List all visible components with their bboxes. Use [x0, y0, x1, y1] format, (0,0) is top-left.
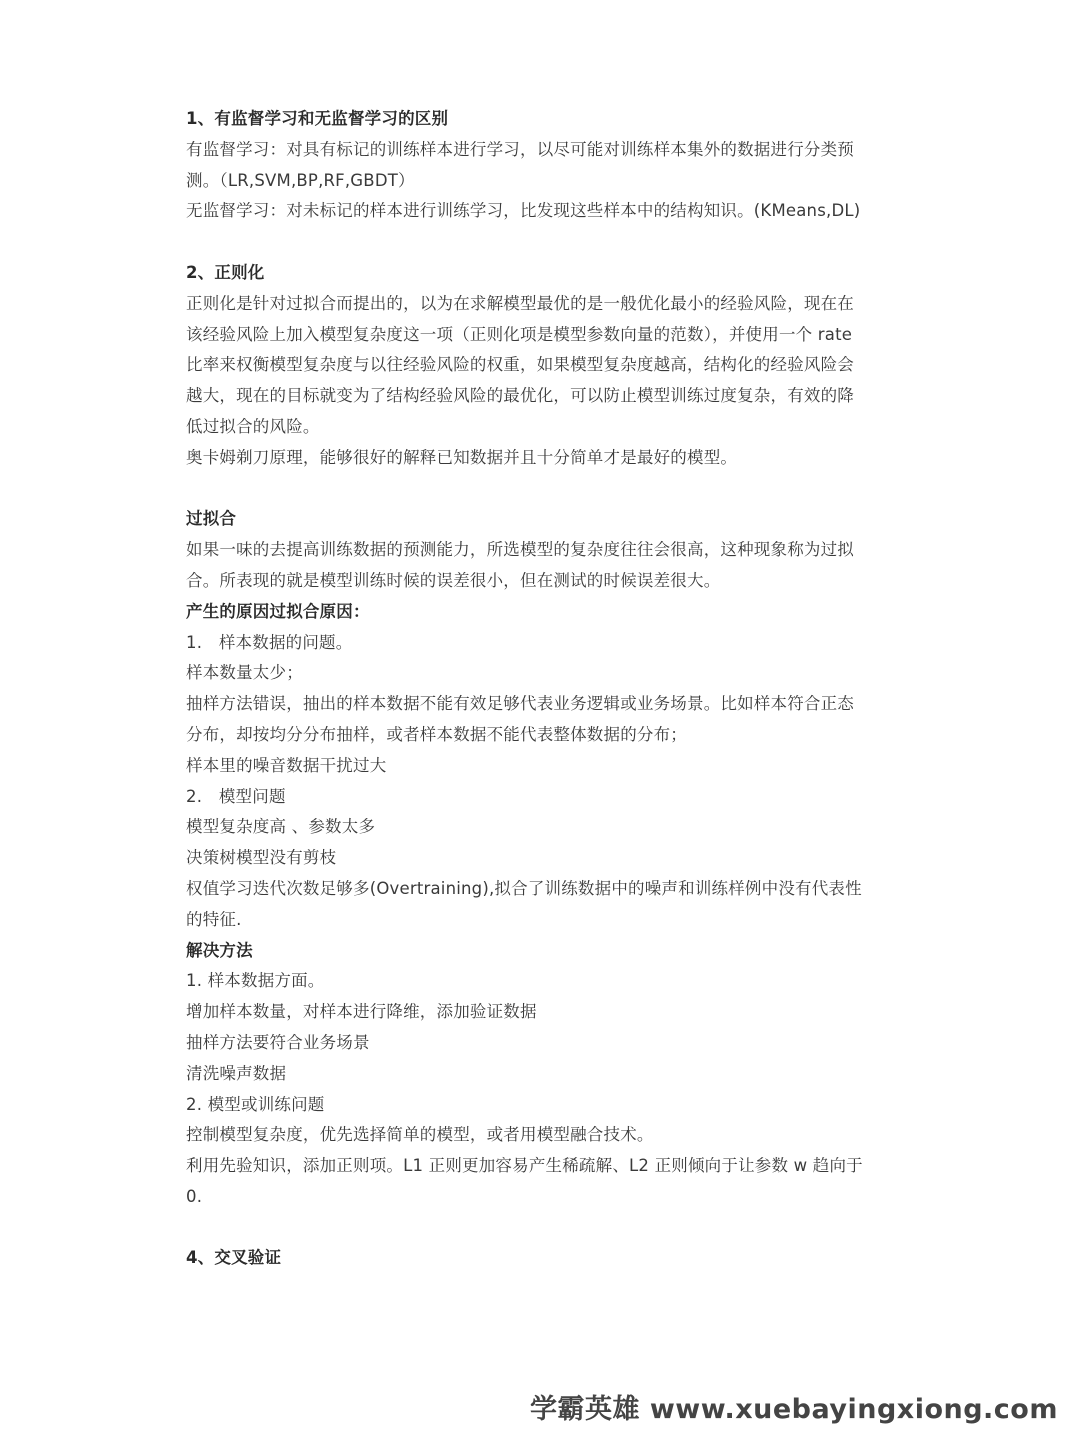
spacer [186, 227, 906, 258]
list-item: 清洗噪声数据 [186, 1063, 287, 1083]
list-item: 增加样本数量，对样本进行降维，添加验证数据 [186, 1002, 537, 1022]
list-item: 决策树模型没有剪枝 [186, 848, 337, 868]
footer-watermark: 学霸英雄 www.xuebayingxiong.com [529, 1394, 1058, 1425]
list-item: 控制模型复杂度，优先选择简单的模型，或者用模型融合技术。 [186, 1125, 654, 1145]
section3-heading: 过拟合 [186, 509, 237, 529]
list-item: 权值学习迭代次数足够多(Overtraining),拟合了训练数据中的噪声和训练样例中没有代表性 [186, 878, 862, 898]
list-item: 2. 模型或训练问题 [186, 1094, 325, 1114]
paragraph-line: 测。（LR,SVM,BP,RF,GBDT） [186, 170, 415, 190]
list-item: 模型复杂度高 、参数太多 [186, 817, 376, 837]
list-item: 样本里的噪音数据干扰过大 [186, 755, 387, 775]
paragraph-line: 该经验风险上加入模型复杂度这一项（正则化项是模型参数向量的范数），并使用一个 rate [186, 324, 853, 344]
paragraph-line: 合。所表现的就是模型训练时候的误差很小，但在测试的时候误差很大。 [186, 570, 721, 590]
paragraph-line: 低过拟合的风险。 [186, 416, 320, 436]
paragraph-line: 如果一味的去提高训练数据的预测能力，所选模型的复杂度往往会很高，这种现象称为过拟 [186, 540, 854, 560]
causes-heading: 产生的原因过拟合原因： [186, 601, 370, 621]
paragraph-line: 越大，现在的目标就变为了结构经验风险的最优化，可以防止模型训练过度复杂，有效的降 [186, 386, 854, 406]
paragraph-line: 比率来权衡模型复杂度与以往经验风险的权重，如果模型复杂度越高，结构化的经验风险会 [186, 355, 854, 375]
list-item: 利用先验知识，添加正则项。L1 正则更加容易产生稀疏解、L2 正则倾向于让参数 w 趋向于 [186, 1156, 863, 1176]
section1-heading: 1、有监督学习和无监督学习的区别 [186, 109, 449, 128]
list-item: 分布，却按均分分布抽样，或者样本数据不能代表整体数据的分布； [186, 724, 687, 744]
document-body [186, 104, 906, 1274]
solutions-heading: 解决方法 [186, 940, 253, 960]
list-item: 0. [186, 1186, 203, 1206]
paragraph-line: 有监督学习：对具有标记的训练样本进行学习，以尽可能对训练样本集外的数据进行分类预 [186, 139, 854, 159]
list-item: 样本数量太少； [186, 663, 303, 683]
paragraph-line: 无监督学习：对未标记的样本进行训练学习，比发现这些样本中的结构知识。(KMeans,DL) [186, 201, 861, 221]
paragraph-line: 正则化是针对过拟合而提出的，以为在求解模型最优的是一般优化最小的经验风险，现在在 [186, 293, 854, 313]
section4-heading: 4、交叉验证 [186, 1248, 282, 1268]
list-item: 2. 模型问题 [186, 786, 286, 806]
spacer [186, 474, 906, 505]
list-item: 的特征. [186, 909, 242, 929]
section2-heading: 2、正则化 [186, 262, 265, 282]
paragraph-line: 奥卡姆剃刀原理，能够很好的解释已知数据并且十分简单才是最好的模型。 [186, 447, 738, 467]
list-item: 1. 样本数据方面。 [186, 971, 325, 991]
list-item: 抽样方法错误，抽出的样本数据不能有效足够代表业务逻辑或业务场景。比如样本符合正态 [186, 694, 854, 714]
spacer [186, 1213, 906, 1244]
list-item: 抽样方法要符合业务场景 [186, 1032, 370, 1052]
list-item: 1. 样本数据的问题。 [186, 632, 353, 652]
